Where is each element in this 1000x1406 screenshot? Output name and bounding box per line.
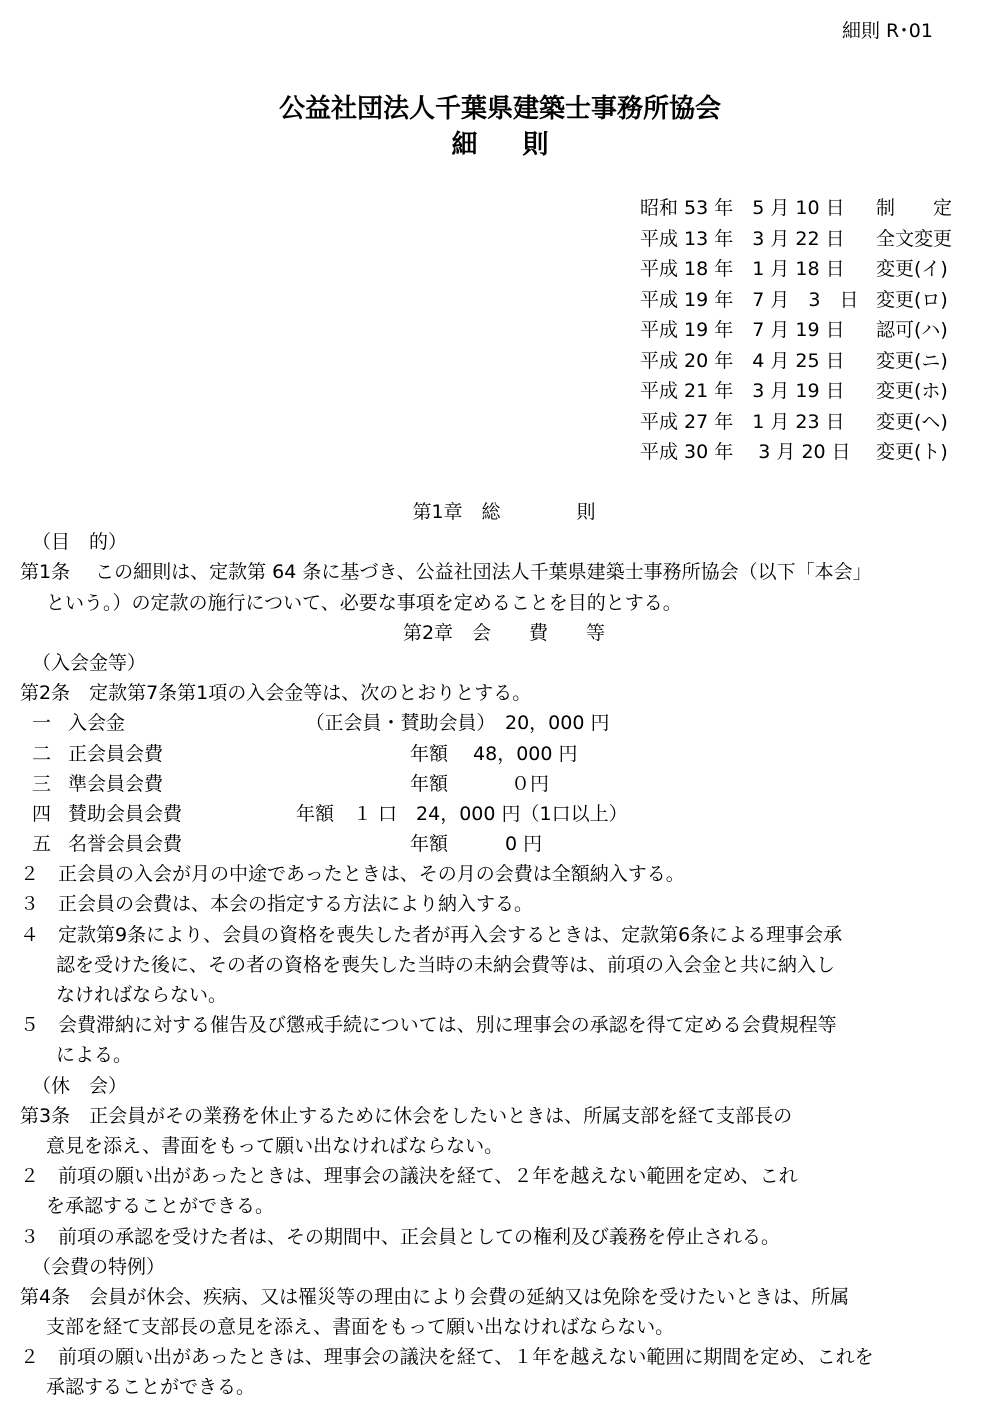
fee-name: 入会金	[68, 712, 126, 735]
history-action: 変更(ロ)	[876, 288, 948, 311]
history-action: 変更(ヘ)	[876, 410, 948, 433]
history-row	[640, 315, 990, 346]
fee-item	[20, 769, 995, 799]
chapter-heading: 第2章 会 費 等	[402, 621, 606, 644]
organization-title: 公益社団法人千葉県建築士事務所協会	[278, 94, 721, 124]
fee-name: 準会員会費	[68, 772, 164, 795]
article-line: という。）の定款の施行について、必要な事項を定めることを目的とする。	[46, 591, 682, 614]
history-date: 平成 13 年 3 月 22 日	[640, 227, 845, 250]
fee-name: 名誉会員会費	[68, 833, 183, 856]
article-line: 認を受けた後に、その者の資格を喪失した当時の未納会費等は、前項の入会金と共に納入し	[56, 953, 836, 976]
article-line: 承認することができる。	[46, 1376, 256, 1399]
history-row	[640, 346, 990, 377]
article-line: 意見を添え、書面をもって願い出なければならない。	[46, 1134, 504, 1157]
article-line: ２ 正会員の入会が月の中途であったときは、その月の会費は全額納入する。	[20, 863, 685, 886]
article-caption: （会費の特例）	[32, 1255, 166, 1278]
article-line: ５ 会費滞納に対する催告及び懲戒手続については、別に理事会の承認を得て定める会費規程等	[20, 1014, 837, 1037]
history-action: 制 定	[876, 197, 953, 219]
history-action: 全文変更	[876, 227, 953, 250]
history-row	[640, 437, 990, 468]
article-caption: （入会金等）	[32, 651, 147, 674]
fee-name: 正会員会費	[68, 742, 164, 765]
history-date: 昭和 53 年 5 月 10 日	[640, 197, 845, 219]
history-action: 変更(ト)	[876, 441, 948, 463]
article-line: 第2条 定款第7条第1項の入会金等は、次のとおりとする。	[20, 682, 532, 705]
article-line: ３ 前項の承認を受けた者は、その期間中、正会員としての権利及び義務を停止される。	[20, 1225, 781, 1248]
history-row	[640, 224, 990, 255]
history-row	[640, 285, 990, 316]
article-line: 第4条 会員が休会、疾病、又は罹災等の理由により会費の延納又は免除を受けたいときは、所属	[20, 1285, 850, 1308]
history-action: 変更(イ)	[876, 258, 948, 280]
history-action: 認可(ハ)	[876, 319, 948, 341]
revision-history	[640, 193, 990, 468]
article-line: ２ 前項の願い出があったときは、理事会の議決を経て、２年を越えない範囲を定め、これ	[20, 1165, 798, 1188]
history-date: 平成 19 年 7 月 19 日	[640, 319, 845, 341]
fee-detail: 年額 １ 口 24，000 円（1口以上）	[258, 802, 628, 825]
history-row	[640, 254, 990, 285]
article-line: を承認することができる。	[46, 1195, 275, 1218]
article-line: ３ 正会員の会費は、本会の指定する方法により納入する。	[20, 893, 534, 916]
fee-detail: 年額 ０円	[258, 772, 550, 795]
article-line: ４ 定款第9条により、会員の資格を喪失した者が再入会するときは、定款第6条による理事会承	[20, 923, 843, 946]
fee-number: 三	[32, 772, 52, 795]
article-caption: （目 的）	[32, 531, 128, 554]
article-caption: （休 会）	[32, 1074, 128, 1097]
history-date: 平成 30 年 3 月 20 日	[640, 441, 851, 463]
article-line: 第3条 正会員がその業務を休止するために休会をしたいときは、所属支部を経て支部長の	[20, 1104, 793, 1127]
regulation-body	[20, 497, 995, 1403]
history-row	[640, 407, 990, 438]
fee-name: 賛助会員会費	[68, 802, 183, 825]
document-code: 細則 R･01	[842, 20, 933, 42]
fee-detail: （正会員・賛助会員） 20，000 円	[258, 712, 610, 735]
fee-item	[20, 799, 995, 829]
fee-number: 一	[32, 712, 52, 735]
fee-number: 五	[32, 833, 52, 856]
chapter-heading: 第1章 総 則	[412, 501, 596, 523]
history-date: 平成 27 年 1 月 23 日	[640, 410, 845, 433]
history-date: 平成 20 年 4 月 25 日	[640, 349, 845, 372]
document-title: 細 則	[451, 130, 567, 160]
fee-number: 二	[32, 742, 52, 765]
fee-item	[20, 739, 995, 769]
article-line: による。	[56, 1044, 133, 1067]
article-line: ２ 前項の願い出があったときは、理事会の議決を経て、１年を越えない範囲に期間を定め、これを	[20, 1346, 874, 1369]
article-line: 支部を経て支部長の意見を添え、書面をもって願い出なければならない。	[46, 1316, 675, 1339]
history-date: 平成 19 年 7 月 3 日	[640, 288, 859, 311]
fee-item	[20, 829, 995, 859]
fee-number: 四	[32, 802, 52, 825]
history-action: 変更(ホ)	[876, 380, 948, 402]
fee-detail: 年額 0 円	[258, 833, 543, 856]
history-row	[640, 193, 990, 224]
fee-item	[20, 708, 995, 738]
article-line: なければならない。	[56, 984, 228, 1006]
article-line: 第1条 この細則は、定款第 64 条に基づき、公益社団法人千葉県建築士事務所協会（以下「本会」	[20, 561, 872, 584]
history-action: 変更(ニ)	[876, 349, 948, 372]
fee-detail: 年額 48，000 円	[258, 742, 578, 765]
history-date: 平成 21 年 3 月 19 日	[640, 380, 845, 402]
history-row	[640, 376, 990, 407]
history-date: 平成 18 年 1 月 18 日	[640, 258, 845, 280]
